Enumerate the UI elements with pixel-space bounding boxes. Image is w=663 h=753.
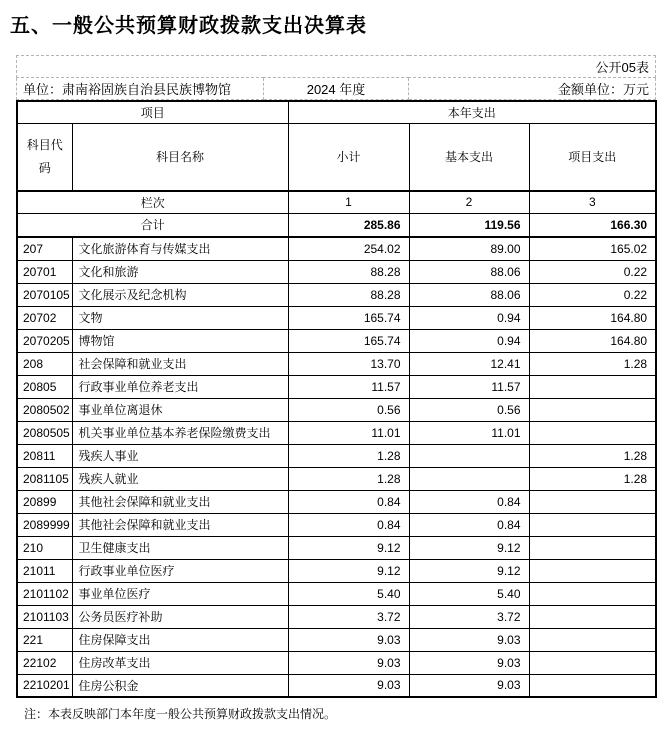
subject-code-cell: 210: [17, 536, 72, 559]
table-code-label: 公开05表: [17, 56, 656, 78]
subtotal-cell: 254.02: [288, 237, 409, 260]
basic-expenditure-cell: 9.12: [409, 559, 529, 582]
table-row: [17, 329, 656, 352]
header-project-group: 项目: [17, 101, 288, 123]
basic-expenditure-cell: 0.56: [409, 398, 529, 421]
meta-table: [16, 55, 656, 100]
subtotal-cell: 3.72: [288, 605, 409, 628]
subject-code-cell: 2070105: [17, 283, 72, 306]
subtotal-cell: 0.56: [288, 398, 409, 421]
project-expenditure-cell: [529, 513, 656, 536]
basic-expenditure-cell: 9.03: [409, 651, 529, 674]
project-expenditure-cell: [529, 490, 656, 513]
subject-name-cell: 文物: [72, 306, 288, 329]
basic-expenditure-cell: 11.01: [409, 421, 529, 444]
subject-name-cell: 其他社会保障和就业支出: [72, 490, 288, 513]
subtotal-cell: 165.74: [288, 306, 409, 329]
column-number-1: 1: [288, 191, 409, 213]
subject-code-cell: 20811: [17, 444, 72, 467]
subtotal-cell: 1.28: [288, 444, 409, 467]
basic-expenditure-cell: 3.72: [409, 605, 529, 628]
table-row: [17, 467, 656, 490]
subject-code-cell: 2070205: [17, 329, 72, 352]
total-subtotal: 285.86: [288, 213, 409, 237]
subject-code-cell: 20702: [17, 306, 72, 329]
subject-name-cell: 残疾人事业: [72, 444, 288, 467]
subtotal-cell: 9.12: [288, 536, 409, 559]
table-row: [17, 260, 656, 283]
header-subject-name: 科目名称: [72, 123, 288, 191]
table-row: [17, 582, 656, 605]
subject-code-cell: 207: [17, 237, 72, 260]
subtotal-cell: 88.28: [288, 260, 409, 283]
project-expenditure-cell: [529, 651, 656, 674]
basic-expenditure-cell: 88.06: [409, 260, 529, 283]
project-expenditure-cell: 1.28: [529, 352, 656, 375]
table-note: 注：本表反映部门本年度一般公共预算财政拨款支出情况。: [24, 707, 337, 721]
subtotal-cell: 0.84: [288, 490, 409, 513]
project-expenditure-cell: 164.80: [529, 329, 656, 352]
header-subject-code: 科目代码: [17, 123, 72, 191]
table-row: [17, 490, 656, 513]
project-expenditure-cell: [529, 421, 656, 444]
lanci-label: 栏次: [17, 191, 288, 213]
table-body: [17, 237, 656, 697]
project-expenditure-cell: 0.22: [529, 260, 656, 283]
table-row: [17, 651, 656, 674]
project-expenditure-cell: 164.80: [529, 306, 656, 329]
total-label: 合计: [17, 213, 288, 237]
basic-expenditure-cell: 11.57: [409, 375, 529, 398]
subject-code-cell: 2210201: [17, 674, 72, 697]
subject-code-cell: 20899: [17, 490, 72, 513]
basic-expenditure-cell: 0.84: [409, 513, 529, 536]
amount-unit-label: 金额单位：万元: [409, 78, 656, 100]
table-row: [17, 674, 656, 697]
subtotal-cell: 5.40: [288, 582, 409, 605]
subject-code-cell: 2089999: [17, 513, 72, 536]
total-project: 166.30: [529, 213, 656, 237]
subject-name-cell: 社会保障和就业支出: [72, 352, 288, 375]
table-row: [17, 605, 656, 628]
subject-name-cell: 机关事业单位基本养老保险缴费支出: [72, 421, 288, 444]
basic-expenditure-cell: 9.03: [409, 674, 529, 697]
subject-code-cell: 20701: [17, 260, 72, 283]
basic-expenditure-cell: 9.12: [409, 536, 529, 559]
basic-expenditure-cell: 0.94: [409, 329, 529, 352]
expenditure-table: [16, 100, 657, 698]
header-subtotal: 小计: [288, 123, 409, 191]
subject-name-cell: 事业单位医疗: [72, 582, 288, 605]
table-row: [17, 444, 656, 467]
project-expenditure-cell: [529, 375, 656, 398]
project-expenditure-cell: [529, 628, 656, 651]
table-row: [17, 421, 656, 444]
subject-name-cell: 文化旅游体育与传媒支出: [72, 237, 288, 260]
subject-name-cell: 事业单位离退休: [72, 398, 288, 421]
header-basic-expenditure: 基本支出: [409, 123, 529, 191]
subject-name-cell: 残疾人就业: [72, 467, 288, 490]
subtotal-cell: 9.03: [288, 651, 409, 674]
subject-code-cell: 2101102: [17, 582, 72, 605]
subject-code-cell: 208: [17, 352, 72, 375]
basic-expenditure-cell: 9.03: [409, 628, 529, 651]
subject-name-cell: 博物馆: [72, 329, 288, 352]
subject-name-cell: 卫生健康支出: [72, 536, 288, 559]
subject-name-cell: 住房公积金: [72, 674, 288, 697]
subtotal-cell: 165.74: [288, 329, 409, 352]
subject-code-cell: 22102: [17, 651, 72, 674]
basic-expenditure-cell: [409, 444, 529, 467]
header-project-expenditure: 项目支出: [529, 123, 656, 191]
project-expenditure-cell: 1.28: [529, 467, 656, 490]
unit-name-label: 单位：肃南裕固族自治县民族博物馆: [17, 78, 264, 100]
subtotal-cell: 9.03: [288, 674, 409, 697]
subject-code-cell: 2080505: [17, 421, 72, 444]
column-number-2: 2: [409, 191, 529, 213]
subject-code-cell: 20805: [17, 375, 72, 398]
header-current-year-group: 本年支出: [288, 101, 656, 123]
basic-expenditure-cell: [409, 467, 529, 490]
subject-code-cell: 2101103: [17, 605, 72, 628]
subject-name-cell: 住房改革支出: [72, 651, 288, 674]
subject-name-cell: 住房保障支出: [72, 628, 288, 651]
table-row: [17, 375, 656, 398]
subtotal-cell: 11.57: [288, 375, 409, 398]
subtotal-cell: 11.01: [288, 421, 409, 444]
project-expenditure-cell: 1.28: [529, 444, 656, 467]
subject-name-cell: 其他社会保障和就业支出: [72, 513, 288, 536]
subject-code-cell: 21011: [17, 559, 72, 582]
subject-code-cell: 221: [17, 628, 72, 651]
table-row: [17, 398, 656, 421]
project-expenditure-cell: [529, 674, 656, 697]
subject-name-cell: 文化展示及纪念机构: [72, 283, 288, 306]
subtotal-cell: 0.84: [288, 513, 409, 536]
project-expenditure-cell: [529, 398, 656, 421]
table-row: [17, 513, 656, 536]
total-basic: 119.56: [409, 213, 529, 237]
project-expenditure-cell: [529, 536, 656, 559]
basic-expenditure-cell: 0.84: [409, 490, 529, 513]
subtotal-cell: 1.28: [288, 467, 409, 490]
subject-name-cell: 行政事业单位医疗: [72, 559, 288, 582]
basic-expenditure-cell: 0.94: [409, 306, 529, 329]
table-row: [17, 306, 656, 329]
fiscal-year-label: 2024 年度: [264, 78, 409, 100]
subject-name-cell: 文化和旅游: [72, 260, 288, 283]
table-row: [17, 559, 656, 582]
subtotal-cell: 88.28: [288, 283, 409, 306]
subtotal-cell: 13.70: [288, 352, 409, 375]
subject-code-cell: 2081105: [17, 467, 72, 490]
basic-expenditure-cell: 88.06: [409, 283, 529, 306]
project-expenditure-cell: 165.02: [529, 237, 656, 260]
column-number-3: 3: [529, 191, 656, 213]
table-row: [17, 237, 656, 260]
table-row: [17, 536, 656, 559]
subtotal-cell: 9.03: [288, 628, 409, 651]
table-row: [17, 628, 656, 651]
project-expenditure-cell: [529, 582, 656, 605]
table-row: [17, 283, 656, 306]
project-expenditure-cell: 0.22: [529, 283, 656, 306]
basic-expenditure-cell: 12.41: [409, 352, 529, 375]
subtotal-cell: 9.12: [288, 559, 409, 582]
table-row: [17, 352, 656, 375]
basic-expenditure-cell: 89.00: [409, 237, 529, 260]
subject-name-cell: 行政事业单位养老支出: [72, 375, 288, 398]
project-expenditure-cell: [529, 605, 656, 628]
basic-expenditure-cell: 5.40: [409, 582, 529, 605]
subject-code-cell: 2080502: [17, 398, 72, 421]
subject-name-cell: 公务员医疗补助: [72, 605, 288, 628]
page-title: 五、一般公共预算财政拨款支出决算表: [10, 15, 367, 37]
project-expenditure-cell: [529, 559, 656, 582]
